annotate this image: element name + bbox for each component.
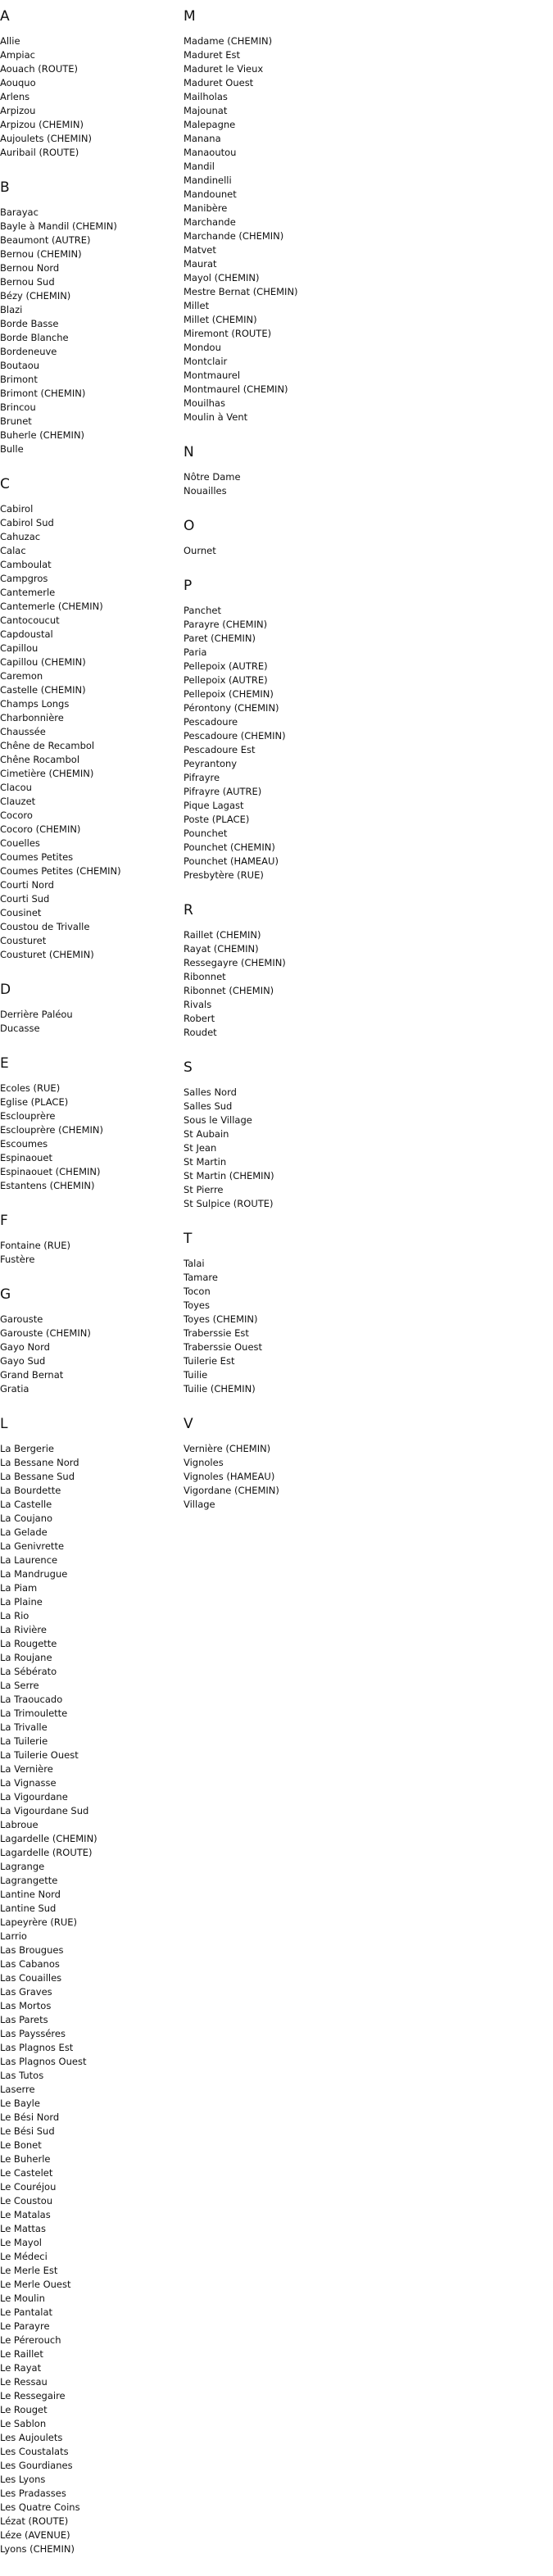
section-letter-heading: G	[0, 1286, 11, 1303]
street-list	[0, 1008, 176, 1036]
section-letter-heading: V	[184, 1416, 193, 1432]
letter-section-f	[0, 1213, 176, 1267]
right-column	[184, 8, 364, 1531]
street-list-item: Pérontony (CHEMIN)	[184, 702, 279, 714]
street-list-item: Couelles	[0, 837, 40, 849]
street-list-item: Le Ressau	[0, 2376, 48, 2388]
street-list	[0, 34, 176, 160]
street-list-item: Pifrayre (AUTRE)	[184, 786, 262, 797]
street-list-item: Auribail (ROUTE)	[0, 147, 79, 158]
street-list	[0, 206, 176, 456]
street-list-item: Allie	[0, 35, 20, 47]
street-list-item: St Jean	[184, 1142, 217, 1154]
street-list-item: Marchande (CHEMIN)	[184, 230, 284, 242]
section-letter-heading: F	[0, 1213, 8, 1229]
street-list-item: Las Plagnos Ouest	[0, 2056, 87, 2067]
street-list-item: La Vignasse	[0, 1777, 57, 1789]
street-list-item: Fontaine (RUE)	[0, 1240, 70, 1251]
street-list	[0, 1082, 176, 1193]
street-list-item: Lantine Sud	[0, 1903, 57, 1914]
street-list-item: Malepagne	[184, 119, 236, 130]
street-list-item: Brimont (CHEMIN)	[0, 388, 86, 399]
street-list-item: Laserre	[0, 2084, 35, 2095]
street-list-item: Espinaouet	[0, 1152, 52, 1163]
street-list-item: Toyes (CHEMIN)	[184, 1313, 258, 1325]
street-list-item: Eglise (PLACE)	[0, 1096, 69, 1108]
street-list-item: Blazi	[0, 304, 23, 315]
street-list-item: Cahuzac	[0, 531, 41, 542]
street-list-item: Estantens (CHEMIN)	[0, 1180, 95, 1191]
street-list-item: La Plaine	[0, 1596, 43, 1608]
street-list-item: Cabirol	[0, 503, 34, 515]
street-list-item: Le Rayat	[0, 2362, 42, 2374]
street-list-item: Pounchet (CHEMIN)	[184, 841, 275, 853]
street-list-item: La Trivalle	[0, 1721, 48, 1733]
street-list-item: Majounat	[184, 105, 228, 116]
street-list-item: Le Moulin	[0, 2293, 45, 2304]
section-letter-heading: O	[184, 518, 195, 534]
street-list-item: La Trimoulette	[0, 1708, 68, 1719]
street-list	[0, 502, 176, 962]
street-list-item: Capdoustal	[0, 628, 53, 640]
street-list-item: Vigordane (CHEMIN)	[184, 1485, 279, 1496]
street-list-item: Cimetière (CHEMIN)	[0, 768, 94, 779]
street-list-item: Mayol (CHEMIN)	[184, 272, 260, 283]
street-list-item: Tuilie (CHEMIN)	[184, 1383, 256, 1395]
street-list-item: Barayac	[0, 206, 39, 218]
street-list-item: Mondou	[184, 342, 221, 353]
street-list-item: Las Cabanos	[0, 1958, 60, 1970]
street-list-item: Borde Basse	[0, 318, 59, 329]
street-list-item: Courti Nord	[0, 879, 54, 891]
street-list-item: Chêne de Recambol	[0, 740, 95, 751]
street-list-item: La Roujane	[0, 1652, 52, 1663]
street-list-item: St Sulpice (ROUTE)	[184, 1198, 274, 1209]
street-list-item: Millet (CHEMIN)	[184, 314, 257, 325]
street-list-item: Les Pradasses	[0, 2488, 66, 2499]
section-letter-heading: E	[0, 1055, 9, 1072]
street-list-item: Léze (AVENUE)	[0, 2529, 70, 2541]
letter-section-a	[0, 8, 176, 160]
street-list-item: Garouste (CHEMIN)	[0, 1327, 91, 1339]
street-list	[184, 470, 364, 498]
letter-section-r	[184, 902, 364, 1040]
street-list-item: La Coujano	[0, 1512, 53, 1524]
street-list-item: Mandounet	[184, 188, 237, 200]
street-list	[184, 928, 364, 1040]
street-list-item: Castelle (CHEMIN)	[0, 684, 86, 696]
street-list-item: Gayo Nord	[0, 1341, 50, 1353]
street-list-item: Esclouprère	[0, 1110, 56, 1122]
letter-section-e	[0, 1055, 176, 1193]
street-list-item: Cocoro	[0, 810, 33, 821]
street-list-item: Pescadoure (CHEMIN)	[184, 730, 286, 742]
letter-section-n	[184, 444, 364, 498]
street-list-item: Cousturet	[0, 935, 47, 946]
street-list-item: Caremon	[0, 670, 43, 682]
street-list-item: Mouilhas	[184, 397, 225, 409]
street-list	[184, 1442, 364, 1512]
street-list-item: Madame (CHEMIN)	[184, 35, 273, 47]
street-list-item: La Tuilerie Ouest	[0, 1749, 79, 1761]
letter-section-c	[0, 476, 176, 962]
letter-section-o	[184, 518, 364, 558]
street-list-item: Le Parayre	[0, 2320, 50, 2332]
street-list-item: Ribonnet (CHEMIN)	[184, 985, 274, 996]
street-list-item: Tocon	[184, 1286, 211, 1297]
street-list-item: Tamare	[184, 1272, 218, 1283]
street-list-item: Las Plagnos Est	[0, 2042, 74, 2053]
street-list-item: Cantemerle (CHEMIN)	[0, 601, 103, 612]
street-list-item: Manibère	[184, 202, 228, 214]
street-list-item: Traberssie Est	[184, 1327, 249, 1339]
street-list-item: Lézat (ROUTE)	[0, 2515, 69, 2527]
street-list-item: La Bergerie	[0, 1443, 54, 1454]
street-list-item: Le Castelet	[0, 2167, 53, 2179]
street-list-item: Moulin à Vent	[184, 411, 248, 423]
street-list-item: Mailholas	[184, 91, 228, 102]
street-list-item: Lyons (CHEMIN)	[0, 2543, 75, 2555]
street-list	[184, 1086, 364, 1211]
street-list	[184, 604, 364, 882]
street-list-item: Bézy (CHEMIN)	[0, 290, 71, 302]
street-list-item: La Rougette	[0, 1638, 57, 1649]
street-list-item: Cabirol Sud	[0, 517, 54, 528]
street-list-item: Las Mortos	[0, 2000, 52, 2011]
street-list-item: Arpizou	[0, 105, 36, 116]
street-list-item: Cocoro (CHEMIN)	[0, 823, 81, 835]
section-letter-heading: L	[0, 1416, 8, 1432]
street-list-item: Les Gourdianes	[0, 2460, 73, 2471]
street-list-item: Ournet	[184, 545, 216, 556]
street-list-item: Charbonnière	[0, 712, 64, 723]
street-list-item: La Piam	[0, 1582, 38, 1594]
street-list-item: Le Sablon	[0, 2418, 47, 2429]
street-list-item: Robert	[184, 1013, 215, 1024]
street-list-item: Le Bési Nord	[0, 2111, 60, 2123]
street-list-item: Le Pérerouch	[0, 2334, 61, 2346]
street-list-item: Las Graves	[0, 1986, 52, 1998]
street-list-item: Mandinelli	[184, 175, 232, 186]
street-list-item: Pounchet (HAMEAU)	[184, 855, 279, 867]
street-list-item: Parayre (CHEMIN)	[184, 619, 268, 630]
street-list-item: Bulle	[0, 443, 24, 455]
street-list-item: Le Mattas	[0, 2223, 46, 2234]
street-list-item: La Rivière	[0, 1624, 47, 1635]
street-list-item: Champs Longs	[0, 698, 70, 710]
street-list-item: La Sébérato	[0, 1666, 57, 1677]
street-list-item: Clacou	[0, 782, 32, 793]
street-list-item: Pescadoure Est	[184, 744, 256, 755]
street-list	[184, 544, 364, 558]
street-list	[0, 1442, 176, 2556]
street-list-item: Boutaou	[0, 360, 40, 371]
street-list-item: Rivals	[184, 999, 212, 1010]
street-list	[184, 34, 364, 424]
street-list	[184, 1257, 364, 1396]
street-list-item: Pellepoix (AUTRE)	[184, 660, 268, 672]
street-list-item: Manaoutou	[184, 147, 237, 158]
section-letter-heading: S	[184, 1059, 193, 1076]
letter-section-g	[0, 1286, 176, 1396]
street-list-item: La Traoucado	[0, 1694, 63, 1705]
street-list-item: Le Coustou	[0, 2195, 53, 2206]
street-list-item: Paret (CHEMIN)	[184, 633, 256, 644]
street-list-item: Le Merle Ouest	[0, 2279, 71, 2290]
street-list-item: Le Mayol	[0, 2237, 42, 2248]
street-list-item: Derrière Paléou	[0, 1009, 73, 1020]
street-list-item: St Pierre	[184, 1184, 224, 1195]
left-column	[0, 8, 176, 2576]
street-list-item: Brunet	[0, 415, 32, 427]
street-list-item: Poste (PLACE)	[184, 814, 250, 825]
street-list-item: Las Paysséres	[0, 2028, 66, 2039]
street-list-item: Vernière (CHEMIN)	[184, 1443, 271, 1454]
street-list-item: Gratia	[0, 1383, 29, 1395]
letter-section-v	[184, 1416, 364, 1512]
street-list-item: Borde Blanche	[0, 332, 69, 343]
street-list-item: Grand Bernat	[0, 1369, 64, 1381]
section-letter-heading: T	[184, 1231, 193, 1247]
street-list-item: Le Ressegaire	[0, 2390, 66, 2401]
street-list-item: Maurat	[184, 258, 217, 270]
street-list-item: Arlens	[0, 91, 30, 102]
street-list-item: Larrio	[0, 1930, 27, 1942]
street-list-item: Ecoles (RUE)	[0, 1082, 61, 1094]
letter-section-b	[0, 179, 176, 456]
street-list-item: Salles Nord	[184, 1086, 237, 1098]
street-list-item: Aujoulets (CHEMIN)	[0, 133, 92, 144]
street-list-item: Cantocoucut	[0, 615, 60, 626]
section-letter-heading: M	[184, 8, 196, 25]
street-list-item: Coumes Petites (CHEMIN)	[0, 865, 121, 877]
street-list-item: Salles Sud	[184, 1100, 233, 1112]
street-list-item: Bernou Nord	[0, 262, 60, 274]
street-list-item: Ribonnet	[184, 971, 226, 982]
street-list-item: Montmaurel	[184, 370, 241, 381]
section-letter-heading: C	[0, 476, 10, 492]
street-list-item: Ampiac	[0, 49, 35, 61]
street-list-item: Courti Sud	[0, 893, 50, 905]
street-list-item: Espinaouet (CHEMIN)	[0, 1166, 101, 1177]
street-list-item: Presbytère (RUE)	[184, 869, 264, 881]
street-list-item: Brincou	[0, 401, 36, 413]
letter-section-p	[184, 578, 364, 882]
street-list-item: Camboulat	[0, 559, 52, 570]
street-list-item: Nôtre Dame	[184, 471, 241, 483]
street-list-item: Cousinet	[0, 907, 42, 918]
street-list-item: Las Tutos	[0, 2070, 44, 2081]
street-list-item: Chaussée	[0, 726, 46, 737]
street-list-item: Montclair	[184, 356, 228, 367]
street-list-item: Brimont	[0, 374, 38, 385]
street-list	[0, 1239, 176, 1267]
street-list-item: La Rio	[0, 1610, 29, 1621]
street-list-item: Le Rouget	[0, 2404, 48, 2415]
street-list-item: Pique Lagast	[184, 800, 244, 811]
street-list-item: Vignoles (HAMEAU)	[184, 1471, 275, 1482]
street-list	[0, 1313, 176, 1396]
street-list-item: Lagardelle (ROUTE)	[0, 1847, 93, 1858]
street-list-item: Pifrayre	[184, 772, 220, 783]
letter-section-l	[0, 1416, 176, 2556]
street-list-item: La Serre	[0, 1680, 39, 1691]
street-list-item: Le Raillet	[0, 2348, 43, 2360]
street-list-item: Buherle (CHEMIN)	[0, 429, 85, 441]
street-list-item: Capillou (CHEMIN)	[0, 656, 86, 668]
street-list-item: Matvet	[184, 244, 216, 256]
street-list-item: Le Pantalat	[0, 2306, 52, 2318]
street-list-item: Le Médeci	[0, 2251, 48, 2262]
street-list-item: La Mandrugue	[0, 1568, 68, 1580]
street-list-item: La Castelle	[0, 1499, 52, 1510]
street-list-item: St Martin	[184, 1156, 227, 1168]
street-list-item: Aouquo	[0, 77, 36, 88]
street-list-item: Campgros	[0, 573, 48, 584]
street-list-item: Rayat (CHEMIN)	[184, 943, 259, 955]
street-list-item: Cousturet (CHEMIN)	[0, 949, 94, 960]
street-list-item: Bernou (CHEMIN)	[0, 248, 82, 260]
street-list-item: Pellepoix (CHEMIN)	[184, 688, 274, 700]
street-list-item: Le Matalas	[0, 2209, 51, 2220]
street-list-item: Chêne Rocambol	[0, 754, 80, 765]
street-list-item: Marchande	[184, 216, 236, 228]
street-list-item: Bayle à Mandil (CHEMIN)	[0, 220, 117, 232]
section-letter-heading: D	[0, 982, 11, 998]
street-list-item: Maduret Est	[184, 49, 241, 61]
street-list-item: Roudet	[184, 1027, 217, 1038]
street-list-item: Le Merle Est	[0, 2265, 58, 2276]
section-letter-heading: N	[184, 444, 194, 460]
street-list-item: Pescadoure	[184, 716, 238, 728]
street-list-item: La Vigourdane Sud	[0, 1805, 89, 1816]
street-list-item: Clauzet	[0, 796, 36, 807]
street-list-item: Sous le Village	[184, 1114, 252, 1126]
street-list-item: Coumes Petites	[0, 851, 74, 863]
street-list-item: Village	[184, 1499, 215, 1510]
street-list-item: Manana	[184, 133, 221, 144]
street-list-item: La Genivrette	[0, 1540, 65, 1552]
street-list-item: Les Coustalats	[0, 2446, 69, 2457]
street-list-item: St Martin (CHEMIN)	[184, 1170, 274, 1181]
section-letter-heading: A	[0, 8, 10, 25]
street-list-item: Fustère	[0, 1254, 35, 1265]
street-list-item: Lagrangette	[0, 1875, 58, 1886]
street-list-item: Mestre Bernat (CHEMIN)	[184, 286, 298, 297]
street-list-item: Le Bayle	[0, 2098, 40, 2109]
letter-section-s	[184, 1059, 364, 1211]
street-list-item: Lagrange	[0, 1861, 45, 1872]
section-letter-heading: B	[0, 179, 10, 196]
street-list-item: Miremont (ROUTE)	[184, 328, 272, 339]
street-list-item: La Bourdette	[0, 1485, 61, 1496]
street-list-item: Lantine Nord	[0, 1889, 61, 1900]
street-list-item: La Vigourdane	[0, 1791, 68, 1803]
street-list-item: St Aubain	[184, 1128, 229, 1140]
street-list-item: Bordeneuve	[0, 346, 57, 357]
letter-section-t	[184, 1231, 364, 1396]
street-list-item: La Bessane Sud	[0, 1471, 75, 1482]
street-list-item: Panchet	[184, 605, 221, 616]
street-list-item: Aouach (ROUTE)	[0, 63, 79, 75]
street-list-item: Capillou	[0, 642, 39, 654]
street-list-item: La Gelade	[0, 1526, 48, 1538]
street-list-item: Lagardelle (CHEMIN)	[0, 1833, 97, 1844]
street-list-item: Garouste	[0, 1313, 43, 1325]
street-list-item: Tuilerie Est	[184, 1355, 235, 1367]
street-list-item: Le Couréjou	[0, 2181, 57, 2193]
street-list-item: Le Buherle	[0, 2153, 51, 2165]
street-list-item: Le Bési Sud	[0, 2125, 55, 2137]
street-list-item: Tuilie	[184, 1369, 208, 1381]
street-list-item: Les Quatre Coins	[0, 2501, 80, 2513]
street-list-item: Las Couailles	[0, 1972, 62, 1984]
street-list-item: Mandil	[184, 161, 215, 172]
street-list-item: Beaumont (AUTRE)	[0, 234, 91, 246]
street-list-item: La Tuilerie	[0, 1735, 48, 1747]
street-list-item: Coustou de Trivalle	[0, 921, 90, 932]
street-list-item: Les Lyons	[0, 2474, 46, 2485]
street-list-item: Ressegayre (CHEMIN)	[184, 957, 286, 968]
street-list-item: Maduret Ouest	[184, 77, 254, 88]
street-list-item: Las Brougues	[0, 1944, 64, 1956]
street-list-item: Les Aujoulets	[0, 2432, 63, 2443]
street-list-item: Maduret le Vieux	[184, 63, 264, 75]
street-list-item: Montmaurel (CHEMIN)	[184, 383, 288, 395]
street-list-item: Escoumes	[0, 1138, 48, 1150]
street-list-item: Esclouprère (CHEMIN)	[0, 1124, 103, 1136]
street-list-item: Paria	[184, 646, 207, 658]
street-list-item: Gayo Sud	[0, 1355, 46, 1367]
street-list-item: Le Bonet	[0, 2139, 42, 2151]
letter-section-m	[184, 8, 364, 424]
street-list-item: La Laurence	[0, 1554, 58, 1566]
street-list-item: Las Parets	[0, 2014, 48, 2025]
street-list-item: Vignoles	[184, 1457, 224, 1468]
letter-section-d	[0, 982, 176, 1036]
street-list-item: Lapeyrère (RUE)	[0, 1916, 78, 1928]
street-list-item: Calac	[0, 545, 26, 556]
street-list-item: Talai	[184, 1258, 205, 1269]
street-list-item: Pounchet	[184, 828, 228, 839]
street-list-item: Bernou Sud	[0, 276, 55, 288]
street-list-item: Peyrantony	[184, 758, 238, 769]
street-list-item: Nouailles	[184, 485, 227, 497]
street-list-item: Arpizou (CHEMIN)	[0, 119, 84, 130]
street-list-item: La Bessane Nord	[0, 1457, 79, 1468]
street-list-item: Raillet (CHEMIN)	[184, 929, 261, 941]
section-letter-heading: R	[184, 902, 193, 918]
street-list-item: Ducasse	[0, 1023, 40, 1034]
section-letter-heading: P	[184, 578, 193, 594]
street-list-item: Labroue	[0, 1819, 39, 1830]
street-list-item: Toyes	[184, 1299, 210, 1311]
street-list-item: La Vernière	[0, 1763, 53, 1775]
street-list-item: Pellepoix (AUTRE)	[184, 674, 268, 686]
street-list-item: Millet	[184, 300, 210, 311]
street-list-item: Cantemerle	[0, 587, 56, 598]
street-list-item: Traberssie Ouest	[184, 1341, 263, 1353]
